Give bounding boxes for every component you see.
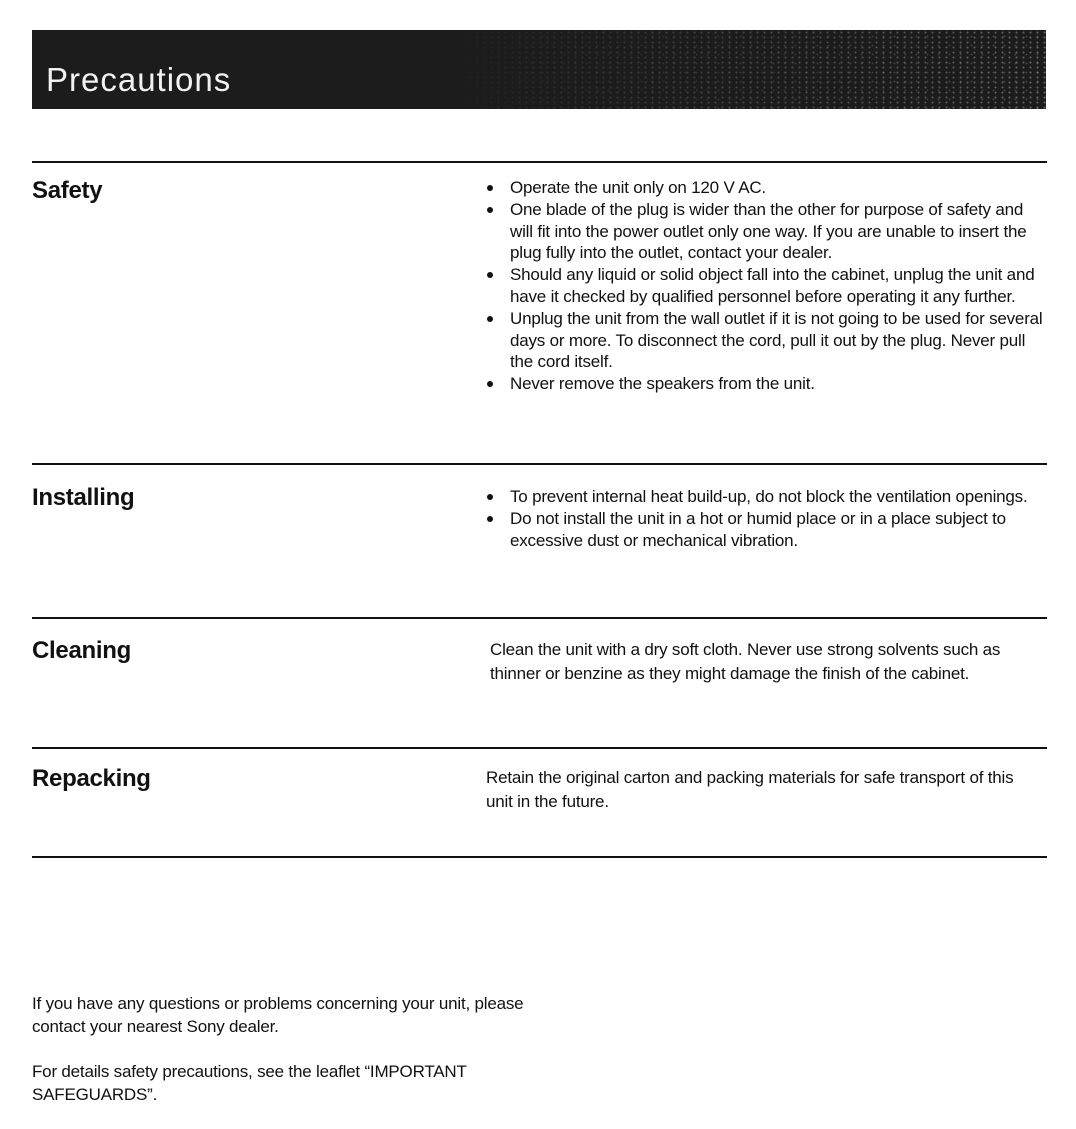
section-divider-installing: [32, 463, 1047, 465]
cleaning-heading: Cleaning: [32, 637, 131, 664]
cleaning-text: Clean the unit with a dry soft cloth. Never use strong solvents such as thinner or benzine as they might damage the finish of the cabinet.: [490, 640, 1001, 683]
list-item: [486, 199, 1046, 264]
list-item-text: Operate the unit only on 120 V AC.: [510, 178, 766, 197]
bullet-icon: [487, 316, 493, 322]
bullet-icon: [487, 207, 493, 213]
installing-list: [486, 486, 1046, 551]
repacking-heading: Repacking: [32, 765, 151, 792]
list-item-text: Never remove the speakers from the unit.: [510, 374, 815, 394]
safety-list: [486, 177, 1046, 395]
banner-texture: [446, 30, 1046, 109]
list-item: [486, 486, 1046, 508]
contact-note: If you have any questions or problems concerning your unit, please contact your nearest Sony dealer.: [32, 994, 524, 1036]
list-item: [486, 308, 1046, 373]
list-item: [486, 177, 1046, 199]
bullet-icon: [487, 516, 493, 522]
list-item-text: Should any liquid or solid object fall into the cabinet, unplug the unit and have it checked by qualified personnel before operating it any further.: [510, 265, 1035, 306]
list-item: [486, 508, 1046, 552]
list-item-text: Unplug the unit from the wall outlet if it is not going to be used for several days or more. To disconnect the cord, pull it out by the plug. Never pull the cord itself.: [510, 308, 1043, 372]
title-banner: [32, 30, 1046, 109]
section-divider-safety: [32, 161, 1047, 163]
section-divider-cleaning: [32, 617, 1047, 619]
safeguards-note: For details safety precautions, see the leaflet “IMPORTANT SAFEGUARDS”.: [32, 1062, 467, 1104]
installing-heading: Installing: [32, 484, 135, 511]
section-divider-repacking: [32, 747, 1047, 749]
list-item-text: One blade of the plug is wider than the other for purpose of safety and will fit into the power outlet only one way. If you are unable to insert the plug fully into the outlet, contact your dealer.: [510, 199, 1027, 263]
bullet-icon: [487, 381, 493, 387]
safety-heading: Safety: [32, 177, 103, 204]
bullet-icon: [487, 185, 493, 191]
list-item: [486, 373, 1046, 395]
list-item: [486, 264, 1046, 308]
section-divider-end: [32, 856, 1047, 858]
list-item-text: To prevent internal heat build-up, do not block the ventilation openings.: [510, 487, 1028, 506]
repacking-text: Retain the original carton and packing materials for safe transport of this unit in the future.: [486, 768, 1014, 811]
bullet-icon: [487, 272, 493, 278]
bullet-icon: [487, 494, 493, 500]
page-title: Precautions: [46, 61, 232, 98]
list-item-text: Do not install the unit in a hot or humid place or in a place subject to excessive dust or mechanical vibration.: [510, 508, 1006, 550]
